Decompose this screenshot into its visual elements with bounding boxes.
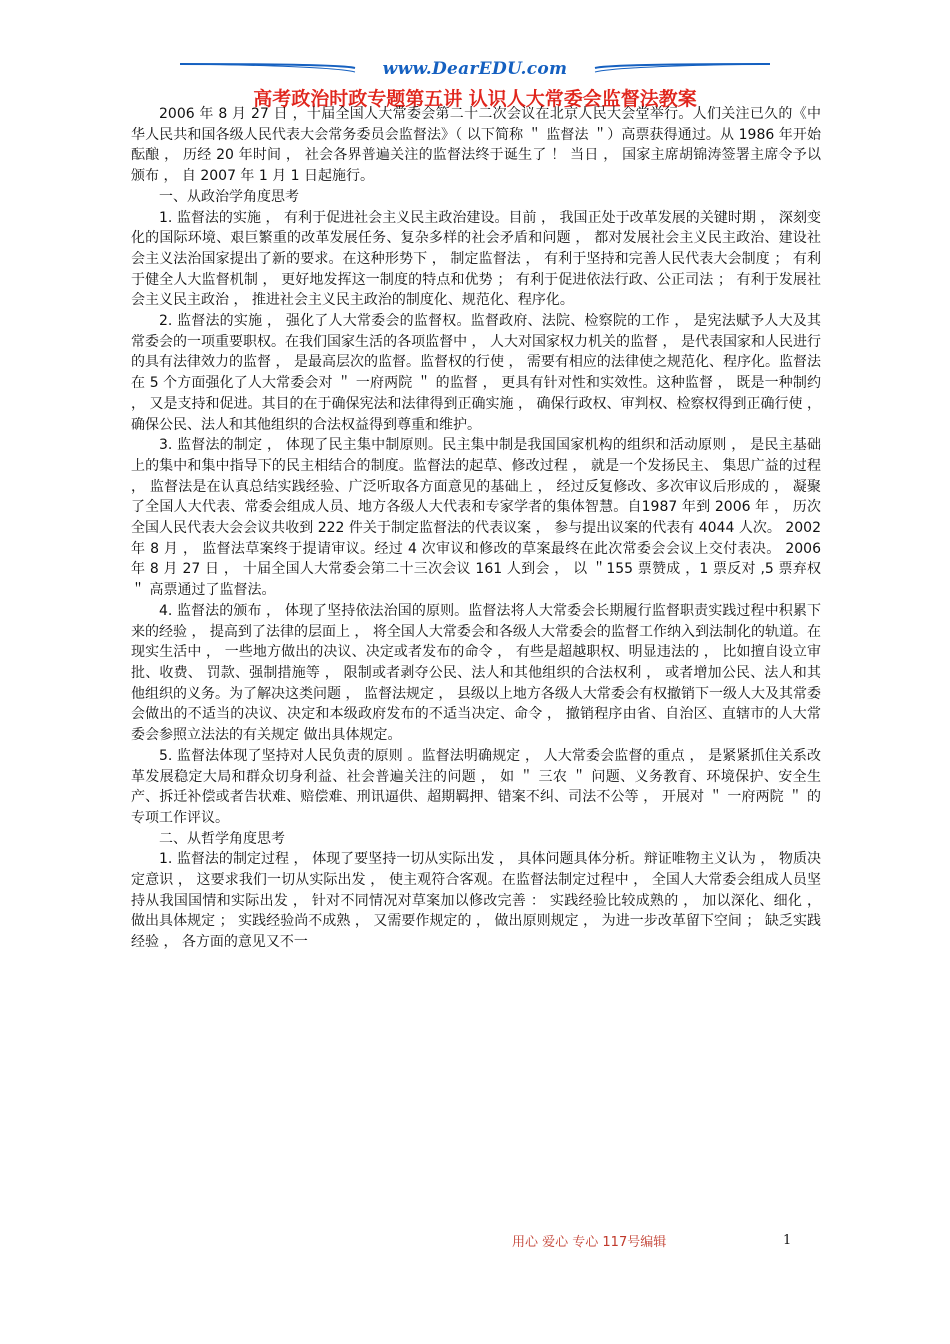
paragraph-political-3: 3. 监督法的制定 ， 体现了民主集中制原则。民主集中制是我国国家机构的组织和活动原则 ， 是民主基础上的集中和集中指导下的民主相结合的制度。监督法的起草、修改过程 ， 就是一个发扬民主、 集思广益的过程 ， 监督法是在认真总结实践经验、广泛听取各方面意见的基础上 ， 经过反复修改、多次审议后形成的 ， 凝聚了全国人大代表、常委会组成人员、地方各级人大代表和专家学者的集体智慧。自1987 年到 2006 年 ， 历次全国人民代表大会会议共收到 222 件关于制定监督法的代表议案 ， 参与提出议案的代表有 4044 人次。 2002 年 8 月 ， 监督法草案终于提请审议。经过 4 次审议和修改的草案最终在此次常委会会议上交付表决。 2006 年 8 月 27 日 ， 十届全国人大常委会第二十三次会议 161 人到会 ， 以 ＂155 票赞成 ，1 票反对 ,5 票弃权 ＂ 高票通过了监督法。	[131, 437, 821, 599]
document-title: 高考政治时政专题第五讲 认识人大常委会监督法教案	[253, 88, 697, 110]
paragraph-political-5: 5. 监督法体现了坚持对人民负责的原则 。监督法明确规定 ， 人大常委会监督的重点 ， 是紧紧抓住关系改革发展稳定大局和群众切身利益、社会普遍关注的问题 ， 如 ＂ 三农 ＂ 问题、义务教育、环境保护、安全生产、拆迁补偿或者告状难、赔偿难、刑讯逼供、超期羁押、错案不纠、司法不公等 ， 开展对 ＂ 一府两院 ＂ 的专项工作评议。	[131, 747, 821, 826]
paragraph-political-2: 2. 监督法的实施 ， 强化了人大常委会的监督权。监督政府、法院、检察院的工作 ， 是宪法赋予人大及其常委会的一项重要职权。在我们国家生活的各项监督中 ， 人大对国家权力机关的监督 ， 是代表国家和人民进行的具有法律效力的监督 ， 是最高层次的监督。监督权的行使 ， 需要有相应的法律使之规范化、程序化。监督法在 5 个方面强化了人大常委会对 ＂ 一府两院 ＂ 的监督 ， 更具有针对性和实效性。这种监督 ， 既是一种制约 ， 又是支持和促进。其目的在于确保宪法和法律得到正确实施 ， 确保行政权、审判权、检察权得到正确行使 ， 确保公民、法人和其他组织的合法权益得到尊重和维护。	[131, 313, 821, 433]
paragraph-intro: 2006 年 8 月 27 日 ，十届全国人大常委会第二十二次会议在北京人民大会堂举行。人们关注已久的《中华人民共和国各级人民代表大会常务委员会监督法》（ 以下简称 ＂ 监督法 ＂）高票获得通过。从 1986 年开始酝酿 ， 历经 20 年时间 ， 社会各界普遍关注的监督法终于诞生了 ！ 当日 ， 国家主席胡锦涛签署主席令予以颁布 ， 自 2007 年 1 月 1 日起施行。	[131, 106, 821, 185]
paragraph-political-4: 4. 监督法的颁布 ， 体现了坚持依法治国的原则。监督法将人大常委会长期履行监督职责实践过程中积累下来的经验 ， 提高到了法律的层面上 ， 将全国人大常委会和各级人大常委会的监督工作纳入到法制化的轨道。在现实生活中 ， 一些地方做出的决议、决定或者发布的命令 ， 有些是超越职权、明显违法的 ， 比如擅自设立审批、收费、 罚款、强制措施等 ， 限制或者剥夺公民、法人和其他组织的合法权利 ， 或者增加公民、法人和其他组织的义务。为了解决这类问题 ， 监督法规定 ， 县级以上地方各级人大常委会有权撤销下一级人大及其常委会做出的不适当的决议、决定和本级政府发布的不适当决定、命令 ， 撤销程序由省、自治区、直辖市的人大常委会参照立法法的有关规定 做出具体规定。	[131, 602, 821, 744]
document-body	[131, 104, 821, 953]
footer-editor-note: 用心 爱心 专心 117号编辑	[512, 1235, 667, 1250]
site-url: www.DearEDU.com	[382, 59, 568, 79]
paragraph-political-1: 1. 监督法的实施 ， 有利于促进社会主义民主政治建设。目前 ， 我国正处于改革发展的关键时期 ， 深刻变化的国际环境、艰巨繁重的改革发展任务、复杂多样的社会矛盾和问题 ， 都对发展社会主义民主政治、建设社会主义法治国家提出了新的要求。在这种形势下 ， 制定监督法 ， 有利于坚持和完善人民代表大会制度 ； 有利于健全人大监督机制 ， 更好地发挥这一制度的特点和优势 ； 有利于促进依法行政、公正司法 ； 有利于发展社会主义民主政治 ， 推进社会主义民主政治的制度化、规范化、程序化。	[131, 209, 821, 309]
section-heading-philosophy: 二、从哲学角度思考	[159, 830, 285, 847]
page-number: 1	[783, 1233, 792, 1248]
paragraph-philosophy-1: 1. 监督法的制定过程 ， 体现了要坚持一切从实际出发 ， 具体问题具体分析。辩证唯物主义认为 ， 物质决定意识 ， 这要求我们一切从实际出发 ， 使主观符合客观。在监督法制定过程中 ， 全国人大常委会组成人员坚持从我国国情和实际出发 ， 针对不同情况对草案加以修改完善 ： 实践经验比较成熟的 ， 加以深化、细化 ， 做出具体规定 ； 实践经验尚不成熟 ， 又需要作规定的 ， 做出原则规定 ， 为进一步改革留下空间 ； 缺乏实践经验 ， 各方面的意见又不一	[131, 851, 821, 951]
section-heading-political: 一、从政治学角度思考	[159, 188, 299, 205]
